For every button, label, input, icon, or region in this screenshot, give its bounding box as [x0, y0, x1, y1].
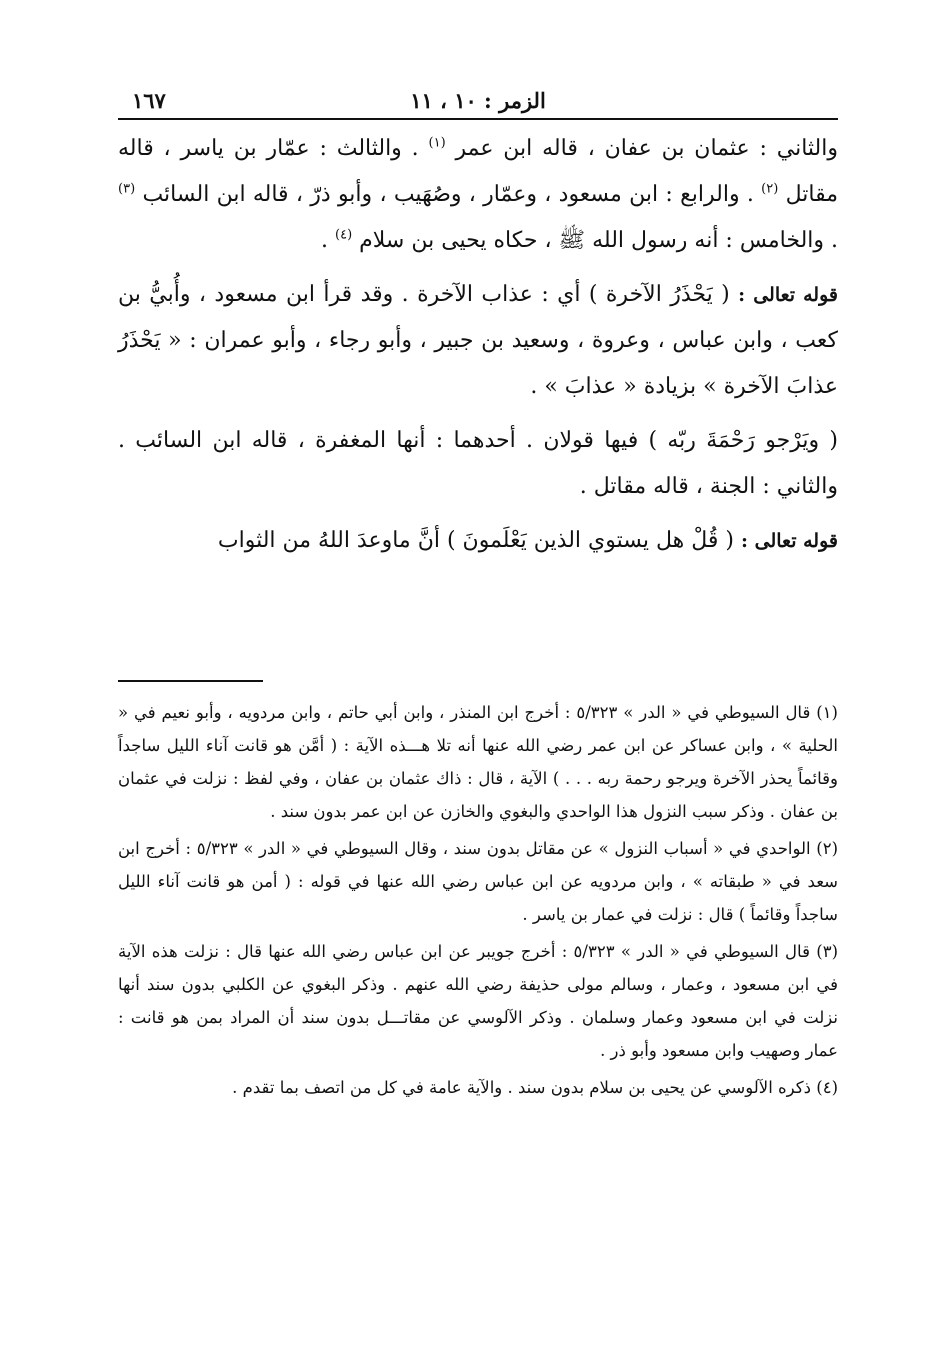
main-text — [118, 126, 838, 572]
lead-phrase: قوله تعالى : — [741, 530, 838, 552]
text-segment: . — [321, 228, 329, 253]
footnote-2: (٢) الواحدي في « أسباب النزول » عن مقاتل بدون سند ، وقال السيوطي في « الدر » ٥/٣٢٣ : أخرج ابن سعد في « طبقاته » ، وابن مردويه عن ابن عباس رضي الله عنها في قوله : ( أمن هو قانت آناء الليل ساجداً وقائماً ) قال : نزلت في عمار بن ياسر . — [118, 839, 839, 924]
paragraph-qul — [118, 518, 838, 564]
header-rule — [118, 118, 838, 120]
text-segment: ( قُلْ هل يستوي الذين يَعْلَمونَ ) أنَّ ماوعدَ اللهُ من الثواب — [217, 528, 734, 553]
footnote-3: (٣) قال السيوطي في « الدر » ٥/٣٢٣ : أخرج جويبر عن ابن عباس رضي الله عنها قال : نزلت هذه الآية في ابن مسعود ، وعمار ، وسالم مولى حذيفة رضي الله عنهم . وذكر البغوي عن الكلبي بدون سند أنها نزلت في ابن مسعود وعمار وسلمان . وذكر الآلوسي عن مقاتـــل بدون سند أن المراد بمن هو قانت : عمار وصهيب وابن مسعود وأبو ذر . — [118, 942, 838, 1060]
footnote-ref-4: (٤) — [335, 227, 353, 243]
paragraph-opinions — [118, 126, 838, 264]
page-number: ١٦٧ — [132, 88, 166, 113]
page-header — [118, 84, 838, 118]
footnote-ref-1: (١) — [428, 135, 446, 151]
footnote-ref-3: (٣) — [118, 181, 136, 197]
text-segment: . والثالث : عمّار بن ياسر ، قاله مقاتل — [118, 136, 839, 207]
footnote-4: (٤) ذكره الآلوسي عن يحيى بن سلام بدون سند . والآية عامة في كل من اتصف بما تقدم . — [232, 1078, 838, 1097]
paragraph-rahma — [118, 418, 838, 510]
footnote-1: (١) قال السيوطي في « الدر » ٥/٣٢٣ : أخرج ابن المنذر ، وابن أبي حاتم ، وابن مردويه ، وأبو نعيم في « الحلية » ، وابن عساكر عن ابن عمر رضي الله عنها أنه تلا هـــذه الآية : ( أمَّن هو قانت آناء الليل ساجداً وقائماً يحذر الآخرة ويرجو رحمة ربه . . . ) الآية ، قال : ذاك عثمان بن عفان ، وفي لفظ : نزلت في عثمان بن عفان . وذكر سبب النزول هذا الواحدي والبغوي والخازن عن ابن عمر بدون سند . — [118, 703, 838, 821]
lead-phrase: قوله تعالى : — [738, 284, 838, 306]
text-segment: ( يَحْذَرُ الآخرة ) أي : عذاب الآخرة . وقد قرأ ابن مسعود ، وأُبيُّ بن كعب ، وابن عباس ، وعروة ، وسعيد بن جبير ، وأبو رجاء ، وأبو عمران : « يَحْذَرُ عذابَ الآخرة » بزيادة « عذابَ » . — [118, 282, 839, 399]
paragraph-yahdhar — [118, 272, 838, 410]
running-title: الزمر : ١٠ ، ١١ — [410, 88, 546, 113]
text-segment: . والرابع : ابن مسعود ، وعمّار ، وصُهَيب ، وأبو ذرّ ، قاله ابن السائب — [142, 182, 754, 207]
footnote-separator — [118, 680, 263, 682]
text-segment: والثاني : عثمان بن عفان ، قاله ابن عمر — [455, 136, 838, 161]
book-page — [118, 84, 839, 1097]
text-segment: . والخامس : أنه رسول الله ﷺ ، حكاه يحيى بن سلام — [359, 228, 838, 253]
text-segment: ( ويَرْجو رَحْمَةَ ربّه ) فيها قولان . أحدهما : أنها المغفرة ، قاله ابن السائب . والثاني : الجنة ، قاله مقاتل . — [118, 428, 838, 499]
footnotes — [118, 696, 838, 1108]
footnote-ref-2: (٢) — [761, 181, 779, 197]
